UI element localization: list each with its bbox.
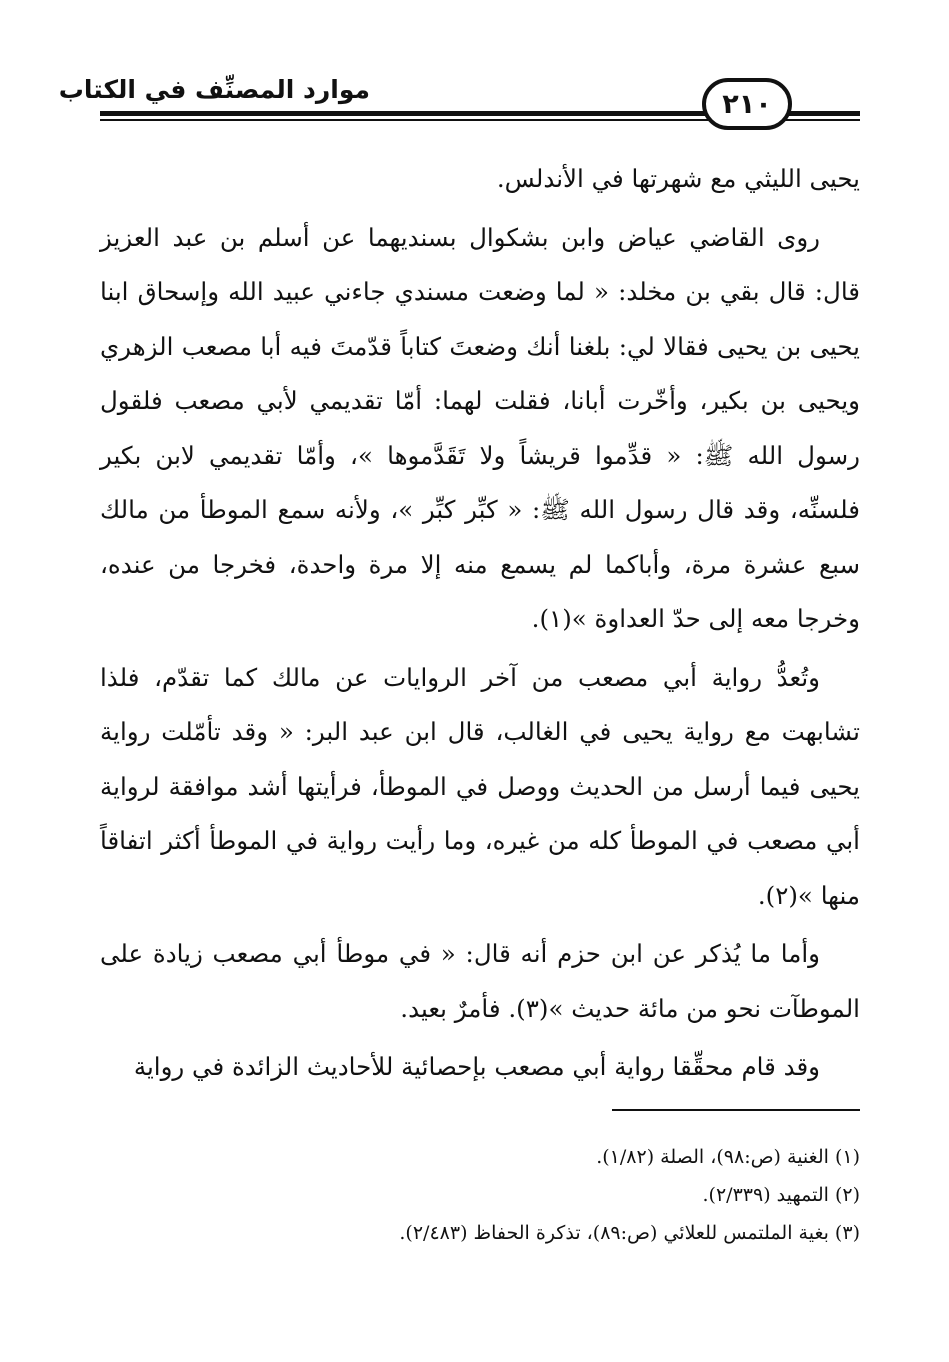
footnote: (٣) بغية الملتمس للعلائي (ص:٨٩)، تذكرة الحفاظ (٢/٤٨٣). xyxy=(399,1222,860,1244)
page-number: ٢١٠ xyxy=(722,88,772,120)
main-text xyxy=(100,152,860,1095)
footnote: (٢) التمهيد (٢/٣٣٩). xyxy=(702,1184,860,1206)
footnotes xyxy=(100,1138,860,1252)
paragraph: وأما ما يُذكر عن ابن حزم أنه قال: « في موطأ أبي مصعب زيادة على الموطآت نحو من مائة حديث »(٣). فأمرٌ بعيد. xyxy=(100,939,860,1023)
paragraph: روى القاضي عياض وابن بشكوال بسنديهما عن أسلم بن عبد العزيز قال: قال بقي بن مخلد: « لما وضعت مسندي جاءني عبيد الله وإسحاق ابنا يحيى بن يحيى فقالا لي: بلغنا أنك وضعتَ كتاباً قدّمتَ فيه أبا مصعب الزهري ويحيى بن بكير، وأخّرت أبانا، فقلت لهما: أمّا تقديمي لأبي مصعب فلقول رسول الله ﷺ: « قدِّموا قريشاً ولا تَقَدَّموها »، وأمّا تقديمي لابن بكير فلسنِّه، وقد قال رسول الله ﷺ: « كبِّر كبِّر »، ولأنه سمع الموطأ من مالك سبع عشرة مرة، وأباكما لم يسمع منه إلا مرة واحدة، فخرجا من عنده، وخرجا معه إلى حدّ العداوة »(١). xyxy=(100,222,860,633)
footnote: (١) الغنية (ص:٩٨)، الصلة (١/٨٢). xyxy=(596,1146,860,1168)
paragraph: وقد قام محقِّقا رواية أبي مصعب بإحصائية للأحاديث الزائدة في رواية xyxy=(133,1052,820,1081)
running-header-title: موارد المصنِّف في الكتاب xyxy=(58,75,370,104)
footnote-separator xyxy=(612,1109,860,1111)
page-number-badge xyxy=(702,78,792,130)
paragraph: وتُعدُّ رواية أبي مصعب من آخر الروايات عن مالك كما تقدّم، فلذا تشابهت مع رواية يحيى في الغالب، قال ابن عبد البر: « وقد تأمّلت رواية يحيى فيما أرسل من الحديث ووصل في الموطأ، فرأيتها أشد موافقة لرواية أبي مصعب في الموطأ كله من غيره، وما رأيت رواية في الموطأ أكثر اتفاقاً منها »(٢). xyxy=(100,662,860,910)
paragraph: يحيى الليثي مع شهرتها في الأندلس. xyxy=(496,164,860,193)
